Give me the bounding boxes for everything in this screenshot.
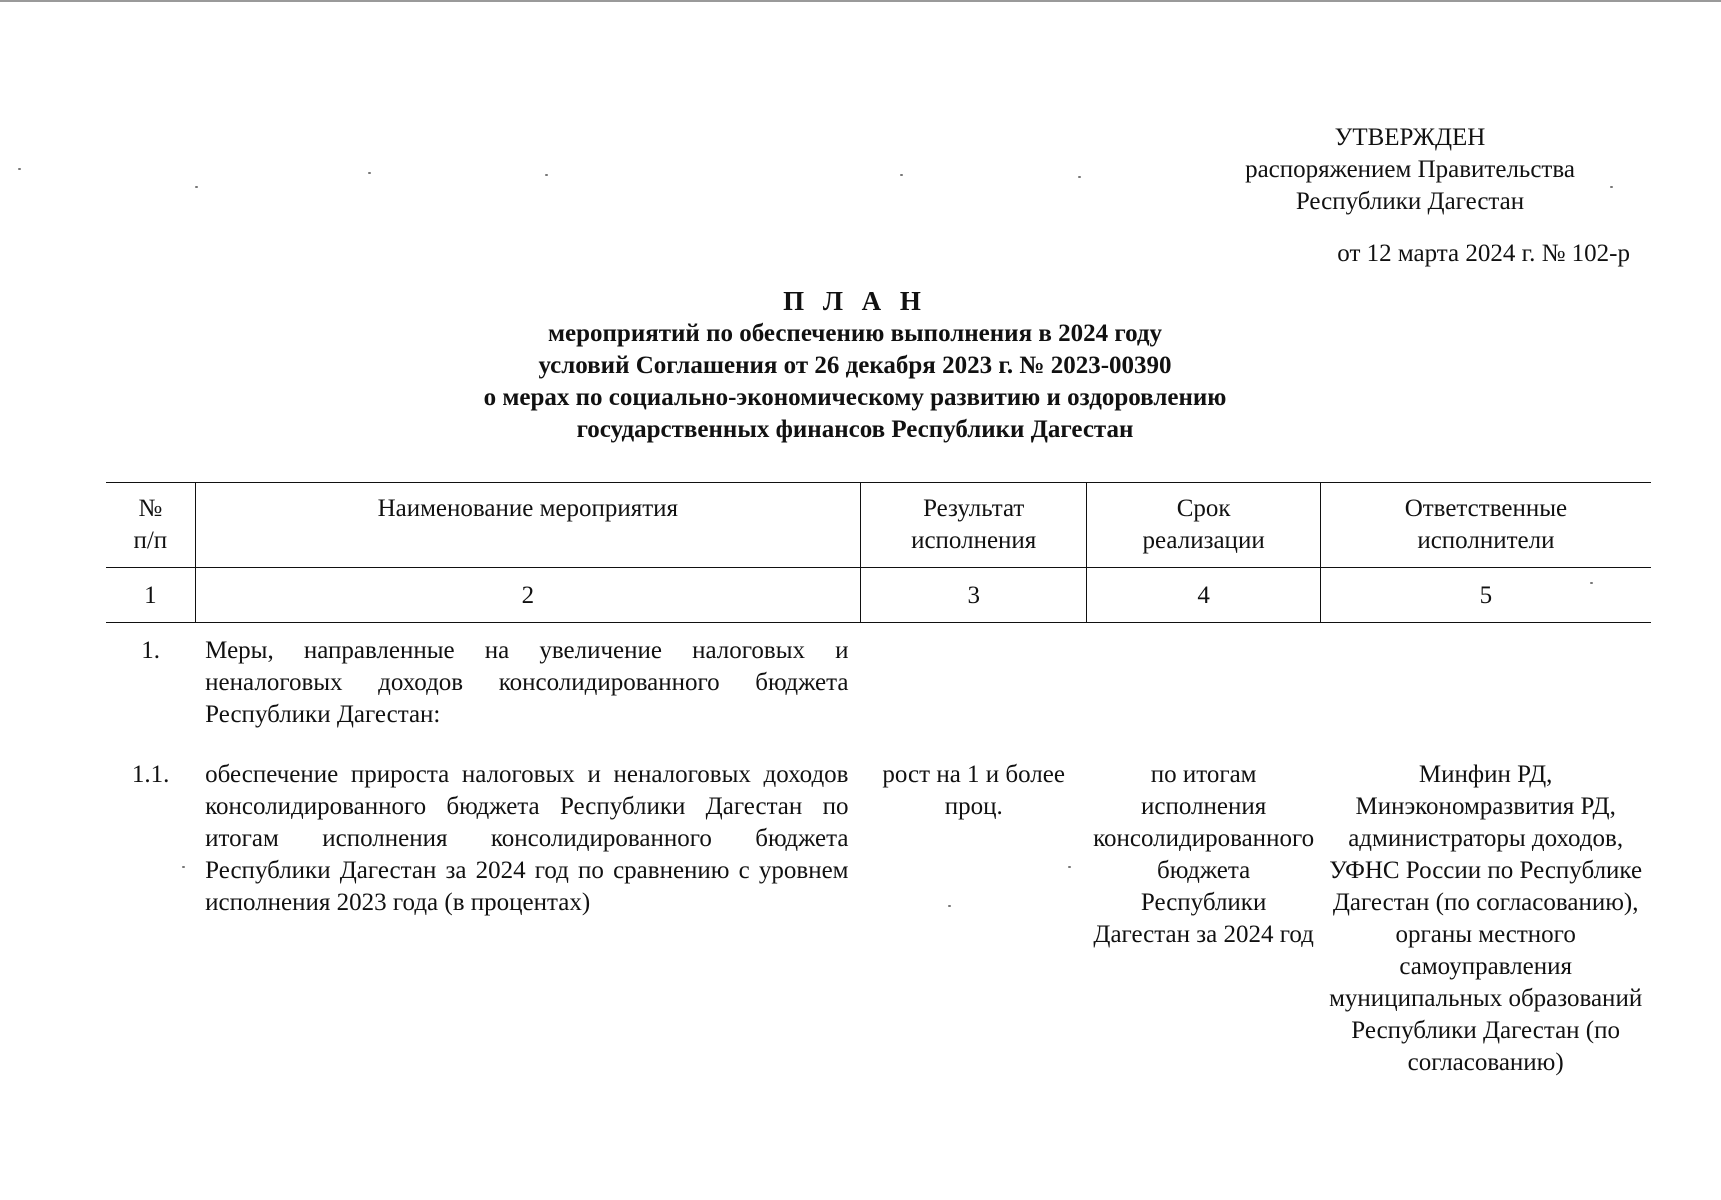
responsible-cell (1320, 623, 1651, 750)
approval-stamp (1190, 122, 1630, 218)
table-row (106, 749, 1651, 1079)
result-cell: рост на 1 и более проц. (882, 761, 1065, 820)
header-result: Результат исполнения (860, 483, 1086, 568)
column-number: 1 (106, 568, 195, 623)
scan-speck (18, 168, 21, 170)
title-line-1: мероприятий по обеспечению выполнения в 2024 году (547, 320, 1163, 347)
scan-speck (900, 174, 903, 176)
column-number: 3 (860, 568, 1086, 623)
scan-speck (195, 186, 198, 188)
approval-region: Республики Дагестан (1295, 188, 1525, 215)
title-line-2: условий Соглашения от 26 декабря 2023 г. № 2023-00390 (538, 352, 1172, 379)
title-heading: П Л А Н (783, 286, 927, 316)
header-name: Наименование мероприятия (195, 483, 860, 568)
document-title (100, 284, 1610, 446)
column-number: 2 (195, 568, 860, 623)
result-cell (860, 623, 1086, 750)
column-number: 4 (1087, 568, 1320, 623)
title-line-3: о мерах по социально-экономическому развитию и оздоровлению (483, 384, 1227, 411)
table-header-row (106, 483, 1651, 568)
column-number-row (106, 568, 1651, 623)
scan-speck (1078, 176, 1081, 178)
responsible-cell: Минфин РД, Минэкономразвития РД, администраторы доходов, УФНС России по Республике Дагестан (по согласованию), органы местного самоуправления муниципальных образований Республики Дагестан (по согласованию) (1329, 761, 1643, 1076)
column-number: 5 (1320, 568, 1651, 623)
header-num: № п/п (106, 483, 195, 568)
approval-date: от 12 марта 2024 г. № 102-р (1337, 240, 1630, 267)
measure-name: Меры, направленные на увеличение налоговых и неналоговых доходов консолидированного бюджета Республики Дагестан: (205, 637, 849, 728)
approval-authority: распоряжением Правительства (1245, 156, 1575, 183)
scan-edge (0, 0, 1721, 2)
table-row-section (106, 623, 1651, 750)
row-number: 1.1. (131, 761, 170, 788)
measure-name: обеспечение прироста налоговых и неналоговых доходов консолидированного бюджета Республики Дагестан по итогам исполнения консолидированного бюджета Республики Дагестан за 2024 год по сравнению с уровнем исполнения 2023 года (в процентах) (205, 761, 849, 916)
header-responsible: Ответственные исполнители (1320, 483, 1651, 568)
row-number: 1. (141, 637, 160, 664)
scan-speck (368, 172, 371, 174)
approval-title: УТВЕРЖДЕН (1334, 124, 1486, 151)
header-term: Срок реализации (1087, 483, 1320, 568)
title-line-4: государственных финансов Республики Дагестан (576, 416, 1134, 443)
term-cell: по итогам исполнения консолидированного бюджета Республики Дагестан за 2024 год (1093, 761, 1315, 948)
term-cell (1087, 623, 1320, 750)
plan-table (106, 482, 1651, 1079)
scan-speck (545, 174, 548, 176)
